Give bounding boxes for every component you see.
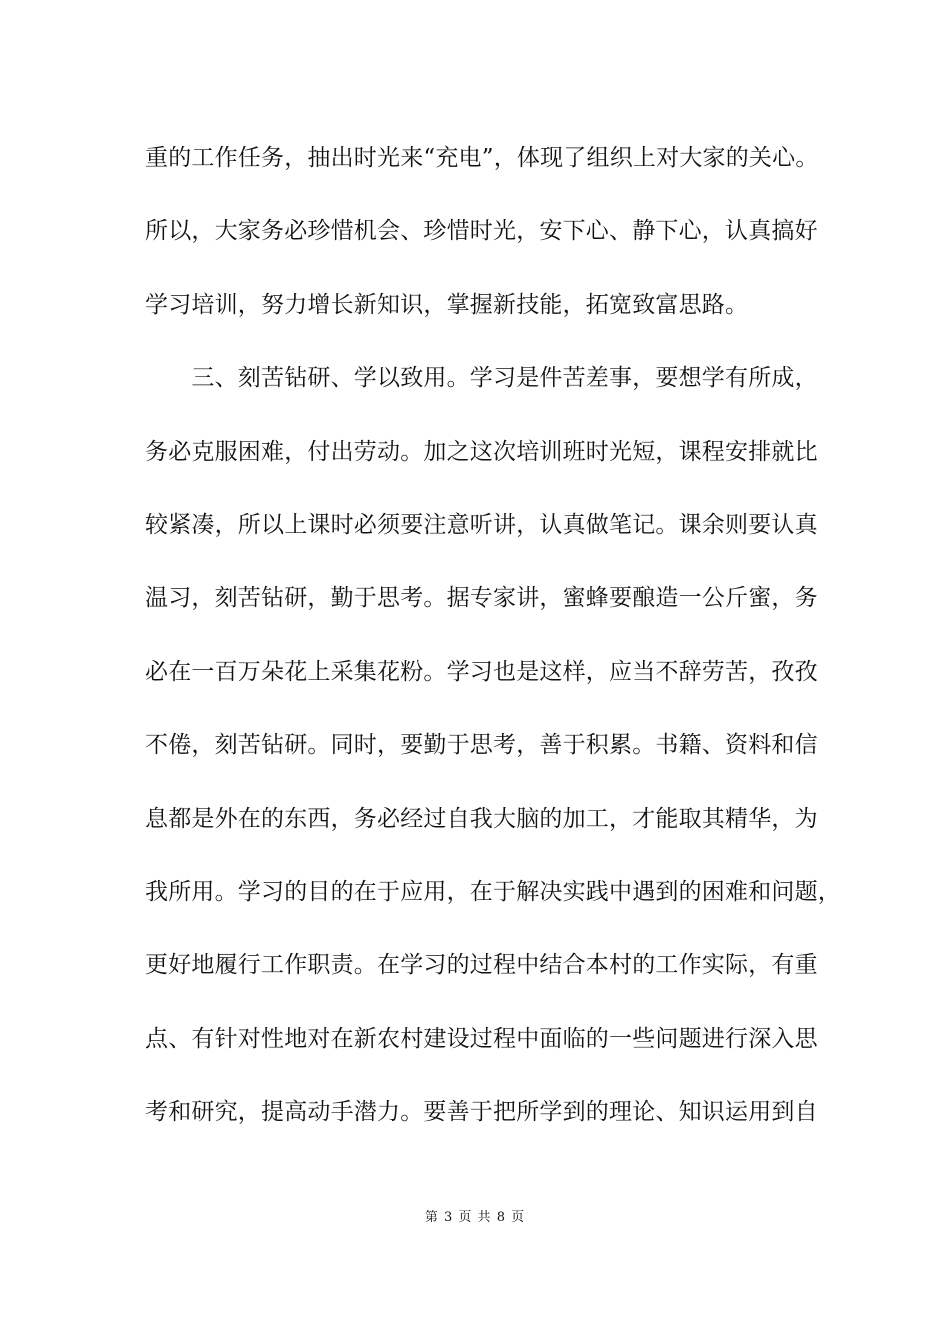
text-line: 更好地履行工作职责。在学习的过程中结合本村的工作实际，有重 xyxy=(145,952,818,979)
text-line: 考和研究，提高动手潜力。要善于把所学到的理论、知识运用到自 xyxy=(145,1099,818,1126)
text-line: 必在一百万朵花上采集花粉。学习也是这样，应当不辞劳苦，孜孜 xyxy=(145,658,818,685)
text-line: 学习培训，努力增长新知识，掌握新技能，拓宽致富思路。 xyxy=(145,291,749,318)
text-line: 点、有针对性地对在新农村建设过程中面临的一些问题进行深入思 xyxy=(145,1025,818,1052)
page-number-footer: 第 3 页 共 8 页 xyxy=(424,1210,526,1225)
body-text xyxy=(145,133,841,1160)
text-line: 所以，大家务必珍惜机会、珍惜时光，安下心、静下心，认真搞好 xyxy=(145,218,818,245)
text-line: 务必克服困难，付出劳动。加之这次培训班时光短，课程安排就比 xyxy=(145,438,818,465)
text-line: 较紧凑，所以上课时必须要注意听讲，认真做笔记。课余则要认真 xyxy=(145,511,818,538)
text-line: 重的工作任务，抽出时光来“充电”，体现了组织上对大家的关心。 xyxy=(145,145,819,171)
text-line: 不倦，刻苦钻研。同时，要勤于思考，善于积累。书籍、资料和信 xyxy=(145,732,818,759)
text-line: 我所用。学习的目的在于应用，在于解决实践中遇到的困难和问题， xyxy=(145,878,841,905)
text-line: 息都是外在的东西，务必经过自我大脑的加工，才能取其精华，为 xyxy=(145,805,818,832)
text-line: 温习，刻苦钻研，勤于思考。据专家讲，蜜蜂要酿造一公斤蜜，务 xyxy=(145,585,818,612)
text-line: 三、刻苦钻研、学以致用。学习是件苦差事，要想学有所成， xyxy=(145,365,818,392)
